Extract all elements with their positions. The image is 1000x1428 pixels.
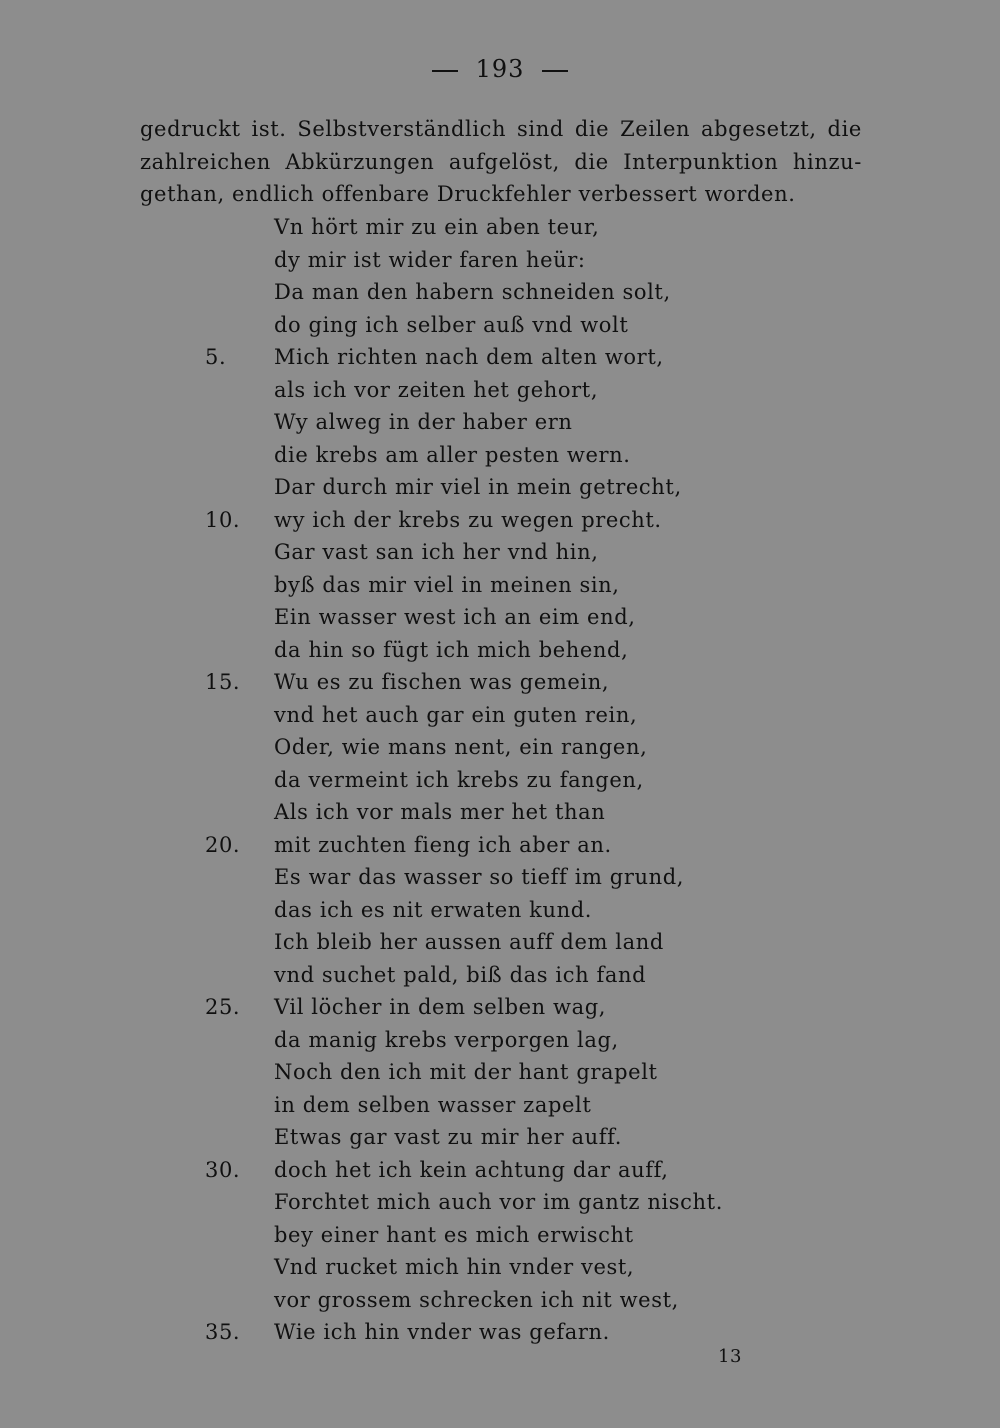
intro-word: aufgelöst, xyxy=(448,149,560,174)
intro-word: zahlreichen xyxy=(140,149,271,174)
verse-text: Als ich vor mals mer het than xyxy=(274,800,606,824)
verse-line xyxy=(0,1186,1000,1219)
verse-text: Dar durch mir viel in mein getrecht, xyxy=(274,475,682,499)
verse-line xyxy=(0,1056,1000,1089)
verse-text: Da man den habern schneiden solt, xyxy=(274,280,671,304)
intro-word: hinzu- xyxy=(792,149,862,174)
verse-text: Etwas gar vast zu mir her auff. xyxy=(274,1125,623,1149)
verse-line xyxy=(0,894,1000,927)
intro-word: gethan, xyxy=(140,182,225,206)
page-number xyxy=(0,55,1000,83)
verse-line xyxy=(0,1251,1000,1284)
intro-word: Druckfehler xyxy=(436,182,572,206)
verse-line xyxy=(0,991,1000,1024)
verse-text: Vn hört mir zu ein aben teur, xyxy=(274,215,600,239)
verse-line xyxy=(0,406,1000,439)
verse-line xyxy=(0,634,1000,667)
intro-line xyxy=(140,146,862,179)
verse-text: Ein wasser west ich an eim end, xyxy=(274,605,636,629)
verse-text: Ich bleib her aussen auff dem land xyxy=(274,930,664,954)
verse-text: das ich es nit erwaten kund. xyxy=(274,897,593,922)
verse-line xyxy=(0,796,1000,829)
intro-line xyxy=(140,113,862,146)
signature-mark: 13 xyxy=(718,1346,742,1367)
verse-number: 10. xyxy=(205,507,241,532)
intro-word: Interpunktion xyxy=(623,149,779,174)
intro-word: offenbare xyxy=(321,182,430,206)
verse-line xyxy=(0,341,1000,374)
verse-text: da hin so fügt ich mich behend, xyxy=(274,637,629,662)
verse-line xyxy=(0,699,1000,732)
verse-number: 15. xyxy=(205,670,241,694)
verse-line xyxy=(0,1024,1000,1057)
verse-line xyxy=(0,276,1000,309)
intro-word: Zeilen xyxy=(620,117,691,141)
verse-line xyxy=(0,1284,1000,1317)
verse-text: Gar vast san ich her vnd hin, xyxy=(274,540,599,564)
verse-text: Noch den ich mit der hant grapelt xyxy=(274,1060,658,1084)
verse-line xyxy=(0,536,1000,569)
verse-text: Mich richten nach dem alten wort, xyxy=(274,345,664,369)
verse-text: mit zuchten fieng ich aber an. xyxy=(274,832,612,857)
verse-line xyxy=(0,861,1000,894)
verse-text: Es war das wasser so tieff im grund, xyxy=(274,865,685,889)
dash-right xyxy=(542,70,568,72)
intro-word: Selbstverständlich xyxy=(297,117,507,141)
intro-word: verbessert xyxy=(578,182,698,206)
verse-number: 20. xyxy=(205,832,241,857)
dash-left xyxy=(432,70,458,72)
intro-paragraph xyxy=(140,113,862,211)
verse-text: Forchtet mich auch vor im gantz nischt. xyxy=(274,1190,723,1214)
verse-text: vor grossem schrecken ich nit west, xyxy=(274,1287,679,1312)
verse-text: do ging ich selber auß vnd wolt xyxy=(274,312,629,337)
verse-text: dy mir ist wider faren heür: xyxy=(274,247,586,272)
verse-line xyxy=(0,1219,1000,1252)
verse-text: als ich vor zeiten het gehort, xyxy=(274,377,599,402)
verse-line xyxy=(0,731,1000,764)
intro-word: abgesetzt, xyxy=(701,117,817,141)
verse-number: 25. xyxy=(205,995,241,1019)
verse-line xyxy=(0,309,1000,342)
verse-text: da manig krebs verporgen lag, xyxy=(274,1027,619,1052)
intro-word: die xyxy=(574,117,610,141)
verse-text: die krebs am aller pesten wern. xyxy=(274,442,631,467)
verse-text: da vermeint ich krebs zu fangen, xyxy=(274,767,644,792)
verse-text: Wy alweg in der haber ern xyxy=(274,410,573,434)
verse-text: in dem selben wasser zapelt xyxy=(274,1092,592,1117)
intro-word: ist. xyxy=(251,117,287,141)
intro-line xyxy=(140,178,862,211)
intro-word: endlich xyxy=(232,182,315,206)
verse-line xyxy=(0,829,1000,862)
verse-line xyxy=(0,666,1000,699)
page-number-value: 193 xyxy=(475,55,525,83)
intro-word: sind xyxy=(517,117,564,141)
verse-line xyxy=(0,959,1000,992)
verse-line xyxy=(0,764,1000,797)
verse-text: Oder, wie mans nent, ein rangen, xyxy=(274,735,648,759)
verse-text: Wu es zu fischen was gemein, xyxy=(274,670,610,694)
verse-line xyxy=(0,1316,1000,1349)
verse-line xyxy=(0,569,1000,602)
verse-line xyxy=(0,439,1000,472)
verse-line xyxy=(0,926,1000,959)
verse-line xyxy=(0,471,1000,504)
intro-word: die xyxy=(827,117,862,141)
verse-text: byß das mir viel in meinen sin, xyxy=(274,572,620,597)
verse-text: Wie ich hin vnder was gefarn. xyxy=(274,1320,610,1344)
verse-line xyxy=(0,1121,1000,1154)
verse-number: 30. xyxy=(205,1157,241,1182)
verse-text: vnd het auch gar ein guten rein, xyxy=(274,702,638,727)
verse-number: 35. xyxy=(205,1320,241,1344)
verse-text: bey einer hant es mich erwischt xyxy=(274,1222,634,1247)
verse-line xyxy=(0,211,1000,244)
intro-word: gedruckt xyxy=(140,117,241,141)
verse-line xyxy=(0,1154,1000,1187)
verse-text: doch het ich kein achtung dar auff, xyxy=(274,1157,669,1182)
intro-word: die xyxy=(574,149,609,174)
verse-line xyxy=(0,601,1000,634)
verse-text: Vil löcher in dem selben wag, xyxy=(274,995,607,1019)
verse-text: Vnd rucket mich hin vnder vest, xyxy=(274,1255,635,1279)
verse-number: 5. xyxy=(205,345,227,369)
verse-line xyxy=(0,374,1000,407)
intro-word: Abkürzungen xyxy=(285,149,435,174)
intro-word: worden. xyxy=(704,182,796,206)
verse-text: vnd suchet pald, biß das ich fand xyxy=(274,962,647,987)
verse-line xyxy=(0,244,1000,277)
verse-text: wy ich der krebs zu wegen precht. xyxy=(274,507,662,532)
poem xyxy=(0,211,1000,1349)
verse-line xyxy=(0,504,1000,537)
verse-line xyxy=(0,1089,1000,1122)
